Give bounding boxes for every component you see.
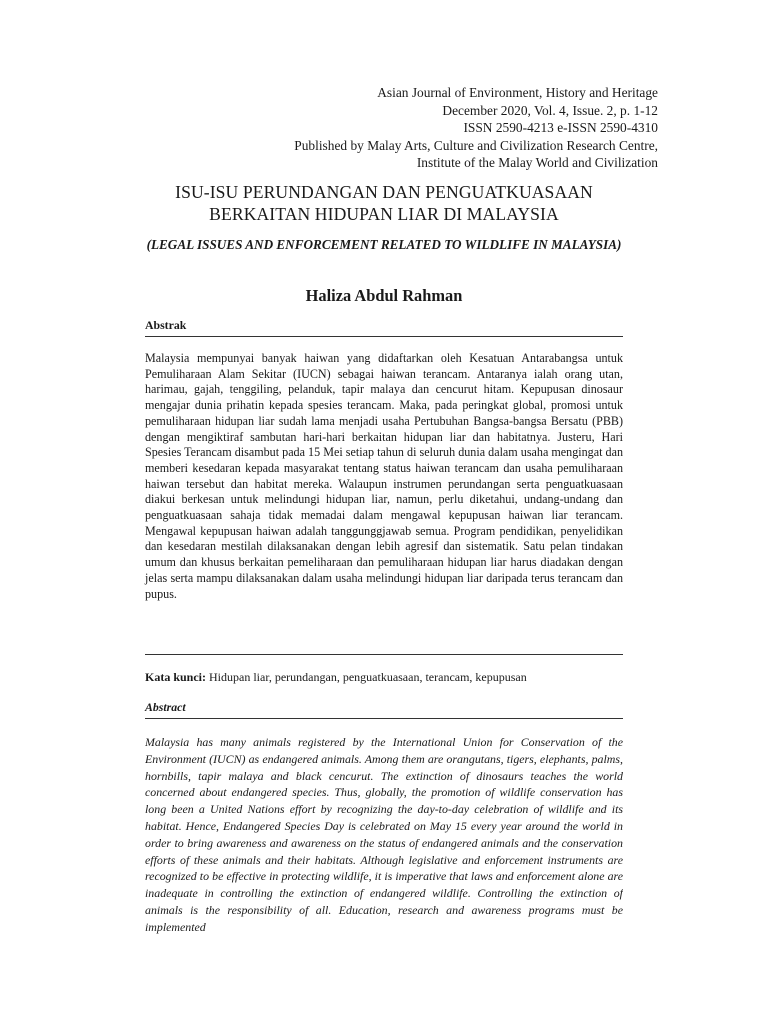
- abstract-rule: [145, 718, 623, 719]
- article-title-line-2: BERKAITAN HIDUPAN LIAR DI MALAYSIA: [209, 204, 559, 224]
- publisher-line-2: Institute of the Malay World and Civilization: [416, 155, 658, 171]
- author-name: Haliza Abdul Rahman: [305, 286, 463, 305]
- journal-issn: ISSN 2590-4213 e-ISSN 2590-4310: [463, 120, 658, 136]
- keywords-label: Kata kunci:: [145, 670, 207, 684]
- abstrak-rule: [145, 336, 623, 337]
- publisher-line-1: Published by Malay Arts, Culture and Civilization Research Centre,: [294, 137, 658, 153]
- journal-masthead: [294, 84, 658, 172]
- keywords-top-rule: [145, 654, 623, 655]
- abstract-text: Malaysia has many animals registered by the International Union for Conservation of the Environment (IUCN) as endangered animals. Among them are orangutans, tigers, elephants, palms, hornbills, tapir malaya and black cencurut. The extinction of dinosaurs teaches the world concerned about endangered species. Thus, globally, the promotion of wildlife conservation has long been a United Nations effort by recognizing the day-to-day celebration of wildlife and its habitat. Hence, Endangered Species Day is celebrated on May 15 every year around the world in order to bring awareness and awareness on the status of endangered animals and the conservation efforts of these animals and their habitats. Although legislative and enforcement instruments are recognized to be effective in protecting wildlife, it is imperative that laws and enforcement alone are inadequate in controlling the extinction of endangered wildlife. Controlling the extinction of animals is the responsibility of all. Education, research and awareness programs must be implemented: [145, 735, 623, 934]
- article-english-title: (LEGAL ISSUES AND ENFORCEMENT RELATED TO WILDLIFE IN MALAYSIA): [146, 237, 622, 252]
- keywords-value: Hidupan liar, perundangan, penguatkuasaan, terancam, kepupusan: [209, 670, 527, 684]
- journal-name: Asian Journal of Environment, History and Heritage: [377, 85, 658, 100]
- abstrak-heading: Abstrak: [145, 318, 187, 332]
- keywords-line: [145, 670, 623, 685]
- journal-issue: December 2020, Vol. 4, Issue. 2, p. 1-12: [442, 102, 658, 118]
- article-title: [100, 181, 668, 225]
- article-title-line-1: ISU-ISU PERUNDANGAN DAN PENGUATKUASAAN: [175, 182, 593, 202]
- abstrak-text: Malaysia mempunyai banyak haiwan yang didaftarkan oleh Kesatuan Antarabangsa untuk Pemuliharaan Alam Sekitar (IUCN) sebagai haiwan terancam. Antaranya ialah orang utan, harimau, gajah, tenggiling, pelanduk, tapir malaya dan cencurut hitam. Kepupusan dinosaur mengajar dunia prihatin kepada spesies terancam. Maka, pada peringkat global, promosi untuk pemuliharaan hidupan liar sudah lama menjadi usaha Pertubuhan Bangsa-bangsa Bersatu (PBB) dengan mengiktiraf sambutan hari-hari berkaitan hidupan liar dan habitatnya. Justeru, Hari Spesies Terancam disambut pada 15 Mei setiap tahun di seluruh dunia dalam usaha mengingat dan memberi kesedaran kepada masyarakat tentang status haiwan terancam dan usaha pemuliharaan haiwan tersebut dan habitat mereka. Walaupun instrumen perundangan serta penguatkuasaan diakui berkesan untuk melindungi hidupan liar, namun, perlu diketahui, undang-undang dan penguatkuasaan sahaja tidak memadai dalam mengawal kepupusan haiwan liar terancam. Mengawal kepupusan haiwan adalah tanggunggjawab semua. Program pendidikan, penyelidikan dan kesedaran mestilah dilaksanakan dengan lebih agresif dan sistematik. Satu pelan tindakan umum dan khusus berkaitan pemeliharaan dan pemuliharaan hidupan liar harus diadakan dengan jelas serta mampu dilaksanakan dalam usaha melindungi hidupan liar daripada terus terancam dan pupus.: [145, 351, 623, 601]
- abstract-heading: Abstract: [145, 700, 186, 714]
